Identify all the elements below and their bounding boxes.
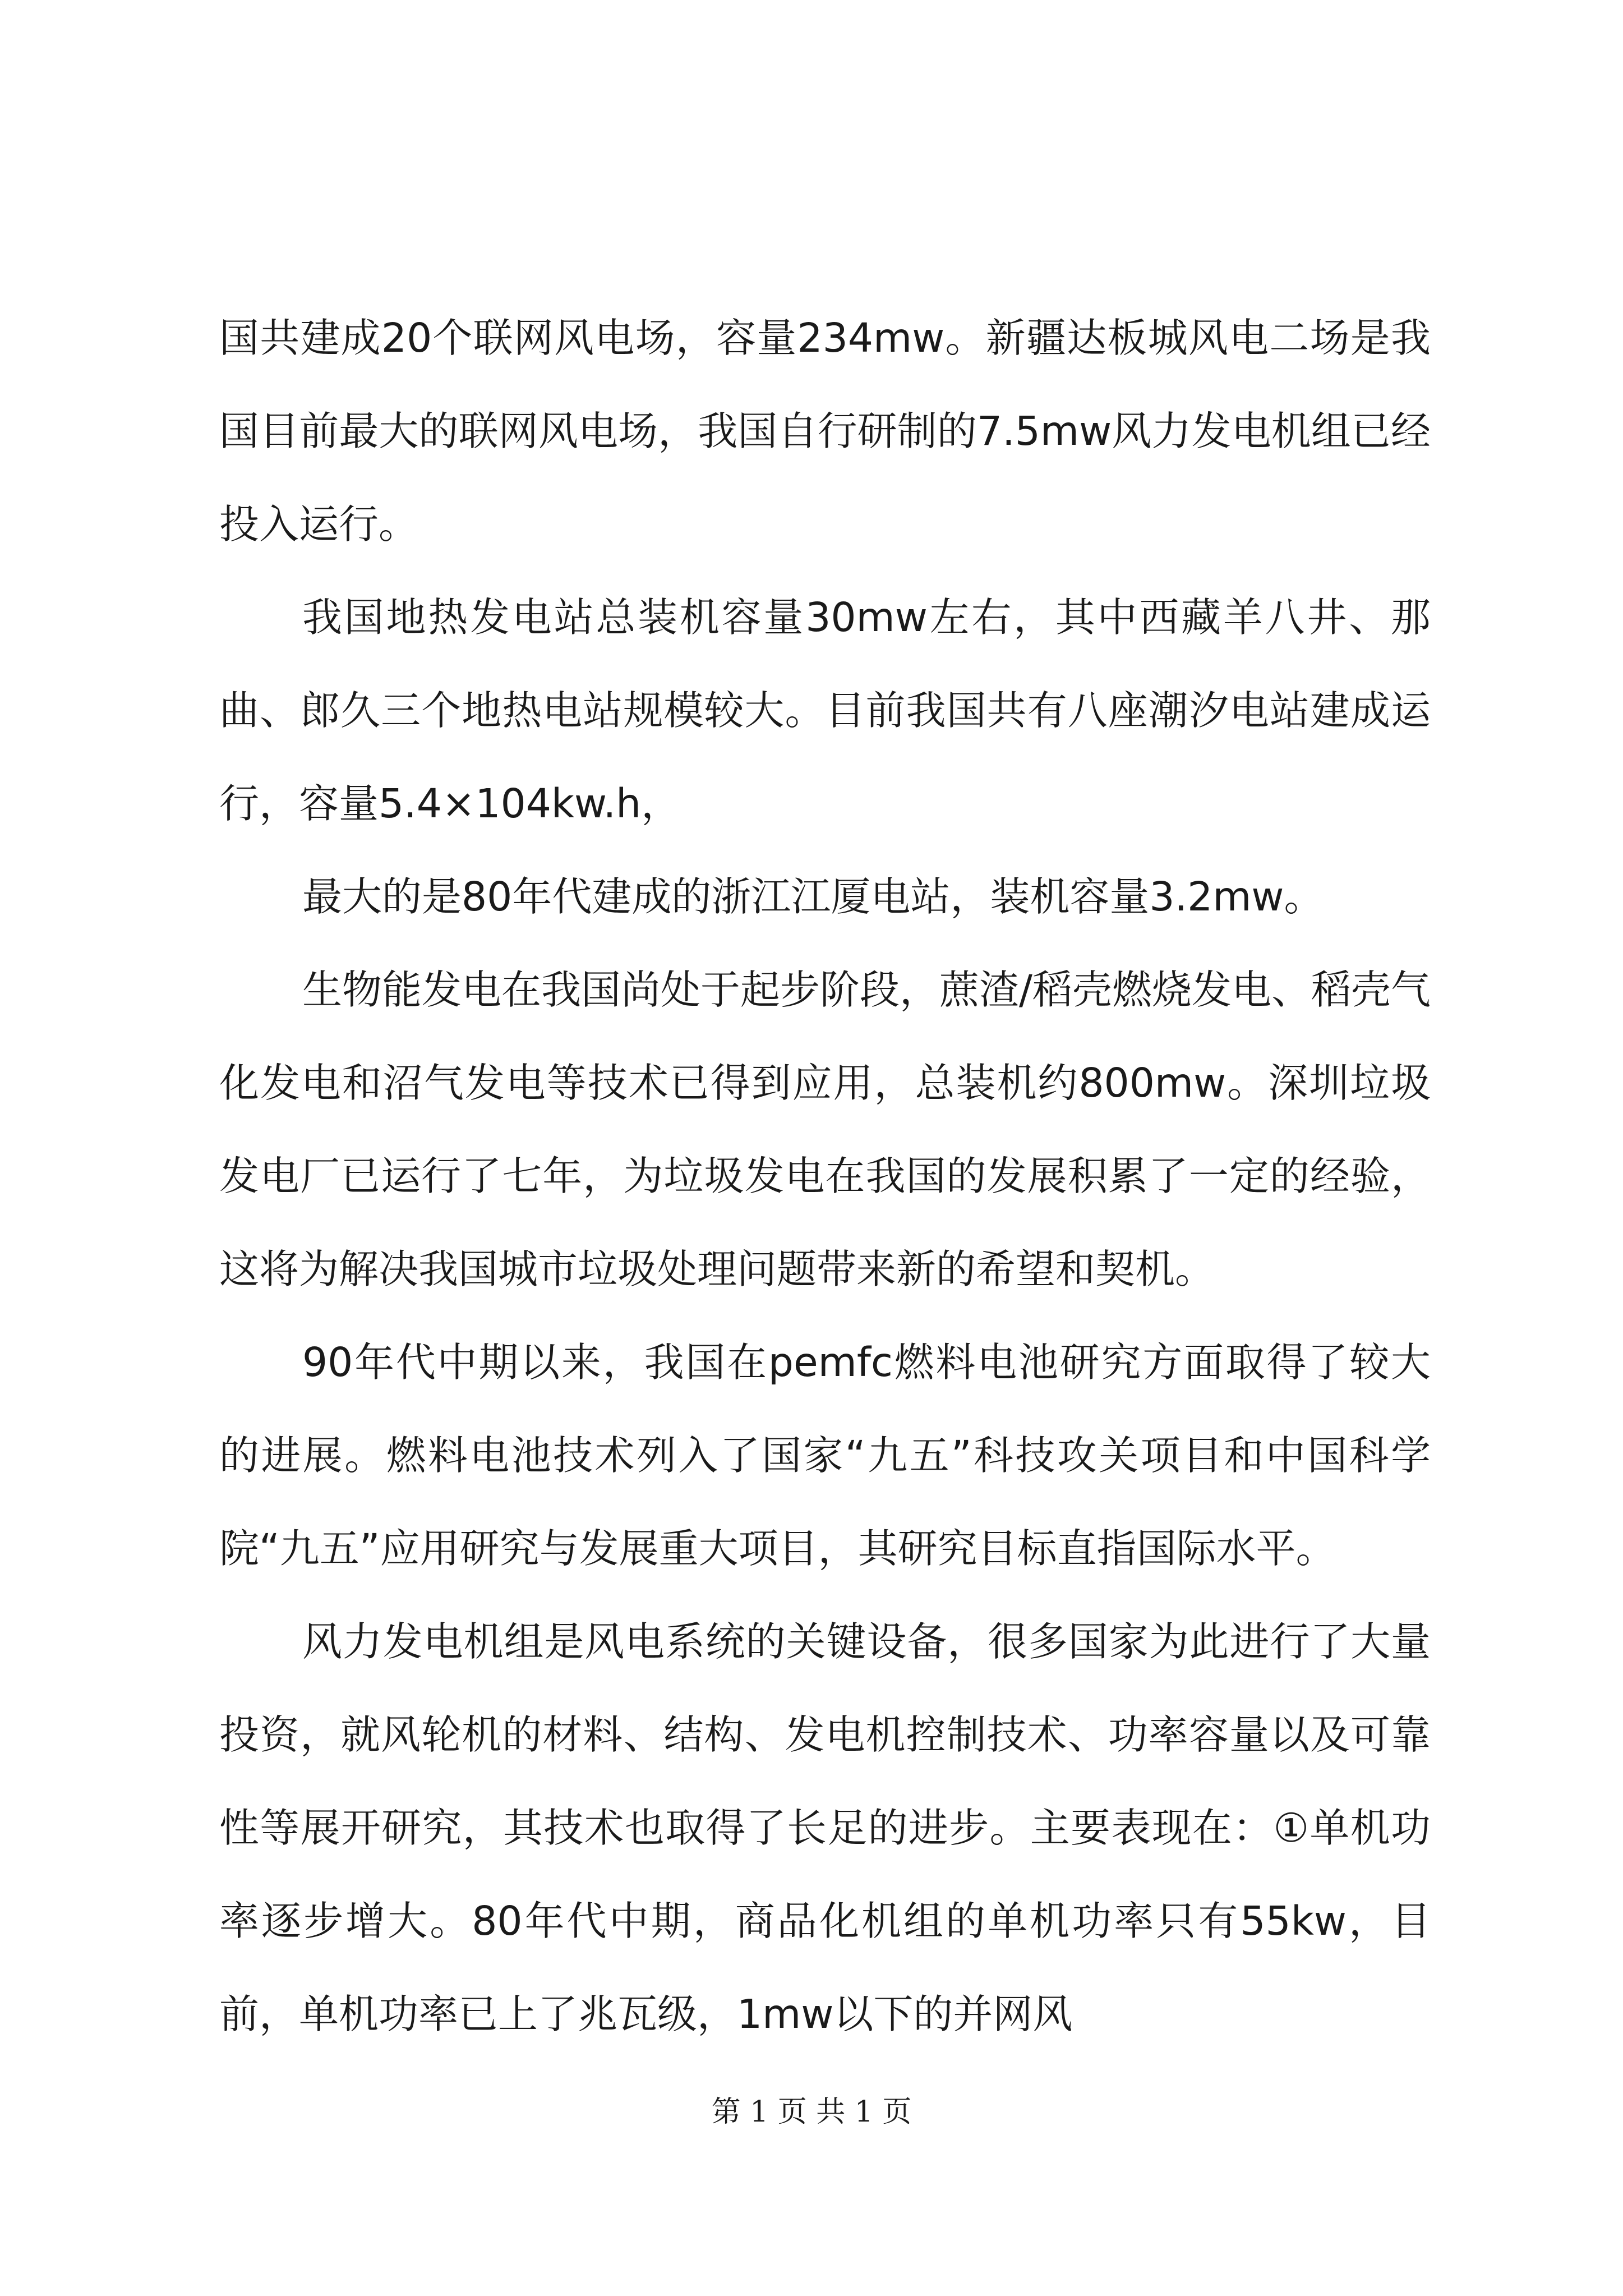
page-footer: 第 1 页 共 1 页 <box>711 2095 912 2129</box>
document-body <box>219 292 1431 2061</box>
paragraph-3: 最大的是80年代建成的浙江江厦电站，装机容量3.2mw。 <box>302 873 1324 920</box>
paragraph-5: 90年代中期以来，我国在pemfc燃料电池研究方面取得了较大的进展。燃料电池技术列入了国家“九五”科技攻关项目和中国科学院“九五”应用研究与发展重大项目，其研究目标直指国际水平。 <box>219 1339 1431 1572</box>
paragraph-2: 我国地热发电站总装机容量30mw左右，其中西藏羊八井、那曲、郎久三个地热电站规模较大。目前我国共有八座潮汐电站建成运行，容量5.4×104kw.h， <box>219 594 1431 827</box>
paragraph-6: 风力发电机组是风电系统的关键设备，很多国家为此进行了大量投资，就风轮机的材料、结构、发电机控制技术、功率容量以及可靠性等展开研究，其技术也取得了长足的进步。主要表现在：①单机功率逐步增大。80年代中期，商品化机组的单机功率只有55kw，目前，单机功率已上了兆瓦级，1mw以下的并网风 <box>219 1618 1431 2037</box>
paragraph-4: 生物能发电在我国尚处于起步阶段，蔗渣/稻壳燃烧发电、稻壳气化发电和沼气发电等技术已得到应用，总装机约800mw。深圳垃圾发电厂已运行了七年，为垃圾发电在我国的发展积累了一定的经验，这将为解决我国城市垃圾处理问题带来新的希望和契机。 <box>219 967 1431 1292</box>
paragraph-1: 国共建成20个联网风电场，容量234mw。新疆达板城风电二场是我国目前最大的联网风电场，我国自行研制的7.5mw风力发电机组已经投入运行。 <box>219 315 1431 547</box>
